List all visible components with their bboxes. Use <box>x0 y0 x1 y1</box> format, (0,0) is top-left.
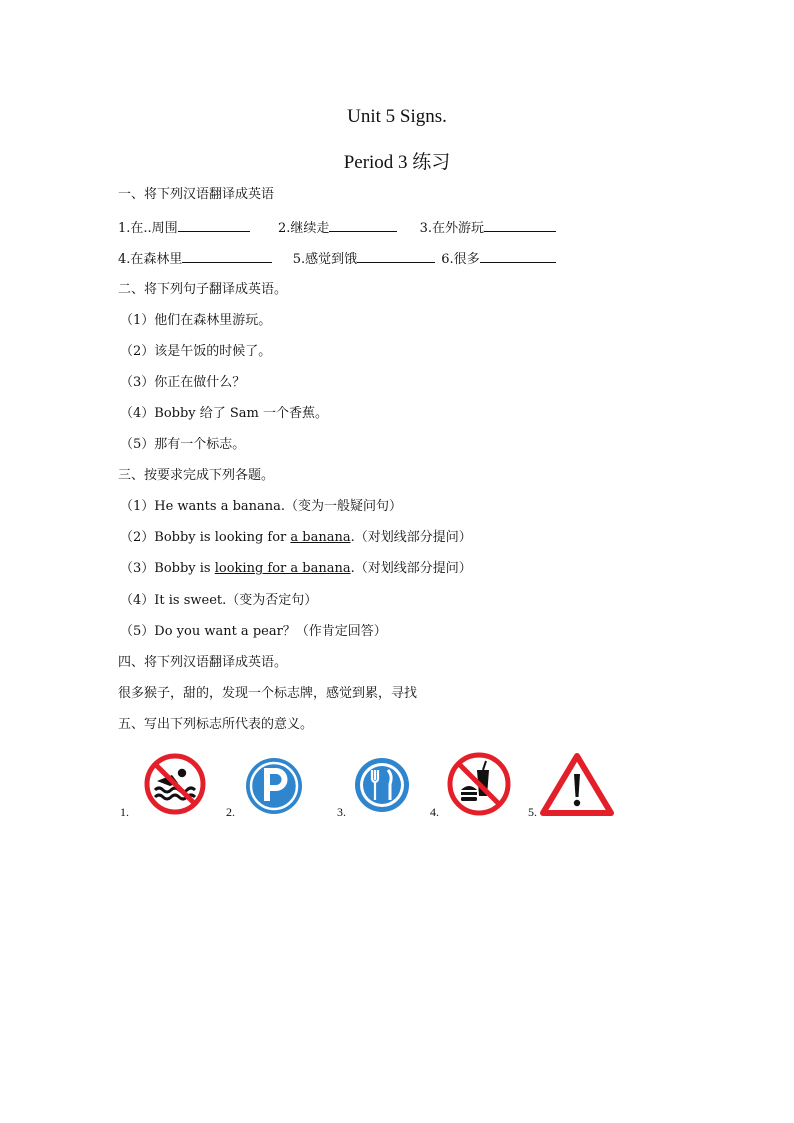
sentence-3: （3）你正在做什么？ <box>120 375 246 390</box>
sign-label-3: 3. <box>337 805 346 819</box>
answer-blank-3[interactable] <box>484 217 556 232</box>
answer-blank-4[interactable] <box>182 248 272 263</box>
sentence-4: （4）Bobby 给了 Sam 一个香蕉。 <box>120 406 329 421</box>
section1-row1 <box>118 217 558 238</box>
question-1: （1）He wants a banana.（变为一般疑问句） <box>120 499 403 514</box>
sign-label-1: 1. <box>120 805 129 819</box>
question-3 <box>120 560 472 578</box>
item-1: 1.在..周围 <box>118 221 178 236</box>
question-3-pre: （3）Bobby is <box>120 561 215 576</box>
question-3-underlined: looking for a banana <box>214 561 351 576</box>
answer-blank-1[interactable] <box>178 217 250 232</box>
item-3: 3.在外游玩 <box>419 221 485 236</box>
parking-icon <box>244 756 304 816</box>
item-5: 5.感觉到饿 <box>292 252 358 267</box>
section1-row2 <box>118 248 558 269</box>
question-2-post: .（对划线部分提问） <box>350 530 472 545</box>
item-4: 4.在森林里 <box>118 252 183 267</box>
no-food-drink-icon <box>447 752 511 816</box>
section4-heading: 四、将下列汉语翻译成英语。 <box>118 655 288 670</box>
question-5: （5）Do you want a pear？（作肯定回答） <box>120 624 387 639</box>
sign-label-2: 2. <box>226 805 235 819</box>
section2-heading: 二、将下列句子翻译成英语。 <box>118 282 288 297</box>
sentence-1: （1）他们在森林里游玩。 <box>120 313 272 328</box>
question-2-underlined: a banana <box>290 530 351 545</box>
question-2 <box>120 529 472 547</box>
question-2-pre: （2）Bobby is looking for <box>120 530 291 545</box>
answer-blank-5[interactable] <box>357 248 435 263</box>
no-swimming-icon <box>144 753 206 815</box>
section1-heading: 一、将下列汉语翻译成英语 <box>118 187 275 202</box>
question-4: （4）It is sweet.（变为否定句） <box>120 593 318 608</box>
section4-text: 很多猴子，甜的，发现一个标志牌，感觉到累，寻找 <box>118 686 418 701</box>
page-subtitle: Period 3 练习 <box>343 152 451 173</box>
restaurant-icon <box>353 756 411 814</box>
sign-label-4: 4. <box>430 805 439 819</box>
answer-blank-2[interactable] <box>329 217 397 232</box>
page-title: Unit 5 Signs. <box>347 106 447 127</box>
sentence-5: （5）那有一个标志。 <box>120 437 246 452</box>
sign-label-5: 5. <box>528 805 537 819</box>
item-2: 2.继续走 <box>277 221 330 236</box>
warning-icon <box>540 752 614 816</box>
item-6: 6.很多 <box>441 252 480 267</box>
sentence-2: （2）该是午饭的时候了。 <box>120 344 272 359</box>
section5-heading: 五、写出下列标志所代表的意义。 <box>118 717 314 732</box>
question-3-post: .（对划线部分提问） <box>350 561 472 576</box>
section3-heading: 三、按要求完成下列各题。 <box>118 468 275 483</box>
answer-blank-6[interactable] <box>480 248 556 263</box>
